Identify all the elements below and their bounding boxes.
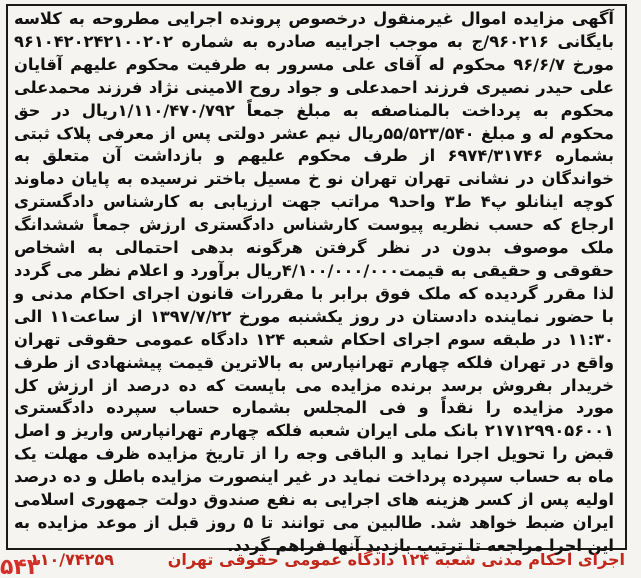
issuer-name: اجرای احکام مدنی شعبه ۱۲۴ دادگاه عمومی حقوقی تهران: [167, 549, 625, 569]
auction-notice-text: آگهی مزایده اموال غیرمنقول درخصوص پرونده اجرایی مطروحه به کلاسه بایگانی ۹۶۰۲۱۶/ج به موجب اجراییه صادره به شماره ۹۶۱۰۴۲۰۲۴۲۱۰۰۲۰۲ مورخ ۹۶/۶/۷ محکوم له آقای علی مسرور به طرفیت محکوم علیهم آقایان علی حیدر نصیری فرزند احمدعلی و جواد روح الامینی نژاد فرزند محمدعلی محکوم به پرداخت بالمناصفه به مبلغ جمعاً ۱/۱۱۰/۴۷۰/۷۹۲ریال در حق محکوم له و مبلغ ۵۵/۵۲۳/۵۴۰ریال نیم عشر دولتی پس از معرفی پلاک ثبتی بشماره ۶۹۷۴/۳۱۷۴۶ از طرف محکوم علیهم و بازداشت آن متعلق به خواندگان در نشانی تهران تهران نو خ مسیل باختر نرسیده به پایان دماوند کوچه اینانلو پ۴ ط۳ واحد۹ مراتب جهت ارزیابی به کارشناس دادگستری ارجاع که حسب نظریه پیوست کارشناس دادگستری ارزش جمعاً ششدانگ ملک موصوف بدون در نظر گرفتن هرگونه بدهی احتمالی به اشخاص حقوقی و حقیقی به قیمت۴/۱۰۰/۰۰۰/۰۰۰ریال برآورد و اعلام نظر می گردد لذا مقرر گردیده که ملک فوق برابر با مقررات قانون اجرای احکام مدنی و با حضور نماینده دادستان در روز یکشنبه مورخ ۱۳۹۷/۷/۲۲ از ساعت۱۱ الی ۱۱:۳۰ در طبقه سوم اجرای احکام شعبه ۱۲۴ دادگاه عمومی حقوقی تهران واقع در تهران فلکه چهارم تهرانپارس به بالاترین قیمت پیشنهادی از طرف خریدار بفروش برسد برنده مزایده می بایست که ده درصد از ارزش کل مورد مزایده را نقداً و فی المجلس بشماره حساب سپرده دادگستری ۲۱۷۱۲۹۹۰۵۶۰۰۱ بانک ملی ایران شعبه فلکه چهارم تهرانپارس واریز و اصل قبض را تحویل اجرا نماید و الباقی وجه را از تاریخ مزایده ظرف مهلت یک ماه به حساب سپرده پرداخت نماید در غیر اینصورت مزایده باطل و ده درصد اولیه پس از کسر هزینه های اجرایی به نفع صندوق دولت جمهوری اسلامی ایران ضبط خواهد شد. طالبین می توانند تا ۵ روز قبل از موعد مزایده به این اجرا مراجعه تا ترتیب بازدید آنها فراهم گردد.: [14, 9, 615, 555]
adjacent-ad-fragment: ۵۴۳: [0, 558, 41, 578]
notice-reference-number: ۱۱۰/۷۴۲۵۹: [30, 549, 114, 569]
notice-footer: [30, 547, 625, 571]
